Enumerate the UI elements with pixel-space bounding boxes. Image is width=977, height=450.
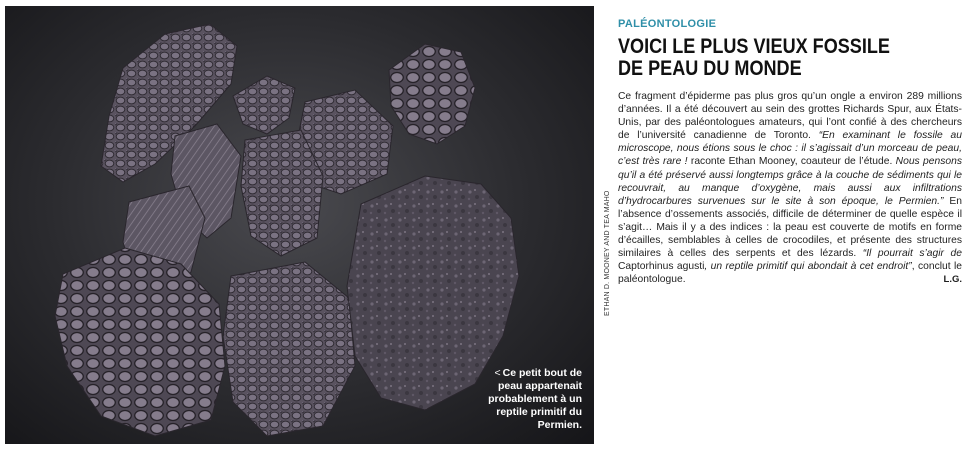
article-body [618,90,962,286]
title-line-2: DE PEAU DU MONDE [618,57,802,80]
fossil-fragment [55,248,225,436]
fossil-fragment [233,76,295,134]
author-signature: L.G. [943,274,962,286]
article-title [618,36,914,80]
fossil-photo [5,6,594,444]
body-quote: “En examinant le fossile au microscope, nous étions sous le choc : il s’agissait d’un morceau de peau, c’est très rare ! [618,130,962,168]
photo-credit: ETHAN D. MOONEY AND TEA MAHO [604,190,611,316]
fossil-fragment [389,44,475,144]
photo-caption [470,367,582,432]
fossil-fragment [223,262,355,436]
body-quote: Nous pensons qu’il a été préservé aussi longtemps grâce à la couche de sédiments qui le recouvrait, au manque d’oxygène, mais aussi aux infiltrations d’hydrocarbures survenues sur le site à son époque, le Permien.” [618,156,962,207]
body-text: raconte Ethan Mooney, coauteur de l’étude. [687,156,896,168]
article [618,18,962,286]
caption-arrow-icon: < [494,367,501,379]
body-quote: “Il pourrait s’agir de [862,248,962,260]
body-quote: , un reptile primitif qui abondait à cet endroit” [704,261,912,273]
body-text: Ce fragment d’épiderme pas plus gros qu’un ongle a environ 289 millions d’années. Il a été découvert au sein des grottes Richards Spur, aux États-Unis, par des paléontologues amateurs, qui l’ont confié à des chercheurs de l’université canadienne de Toronto. [618,91,962,142]
section-label: PALÉONTOLOGIE [618,18,717,30]
caption-text: Ce petit bout de peau appartenait probablement à un reptile primitif du Permien. [488,367,582,431]
body-text: , conclut le paléontologue. [618,261,962,286]
title-line-1: VOICI LE PLUS VIEUX FOSSILE [618,35,890,58]
body-text: En l’absence d’ossements associés, difficile de déterminer de quelle espèce il s’agit… Mais il y a des indices : la peau est couverte de motifs en forme d’écailles, semblables à celles de crocodiles, et présente des structures similaires à celles des serpents et des lézards. [618,195,962,260]
species-name: Captorhinus agusti [618,261,705,273]
